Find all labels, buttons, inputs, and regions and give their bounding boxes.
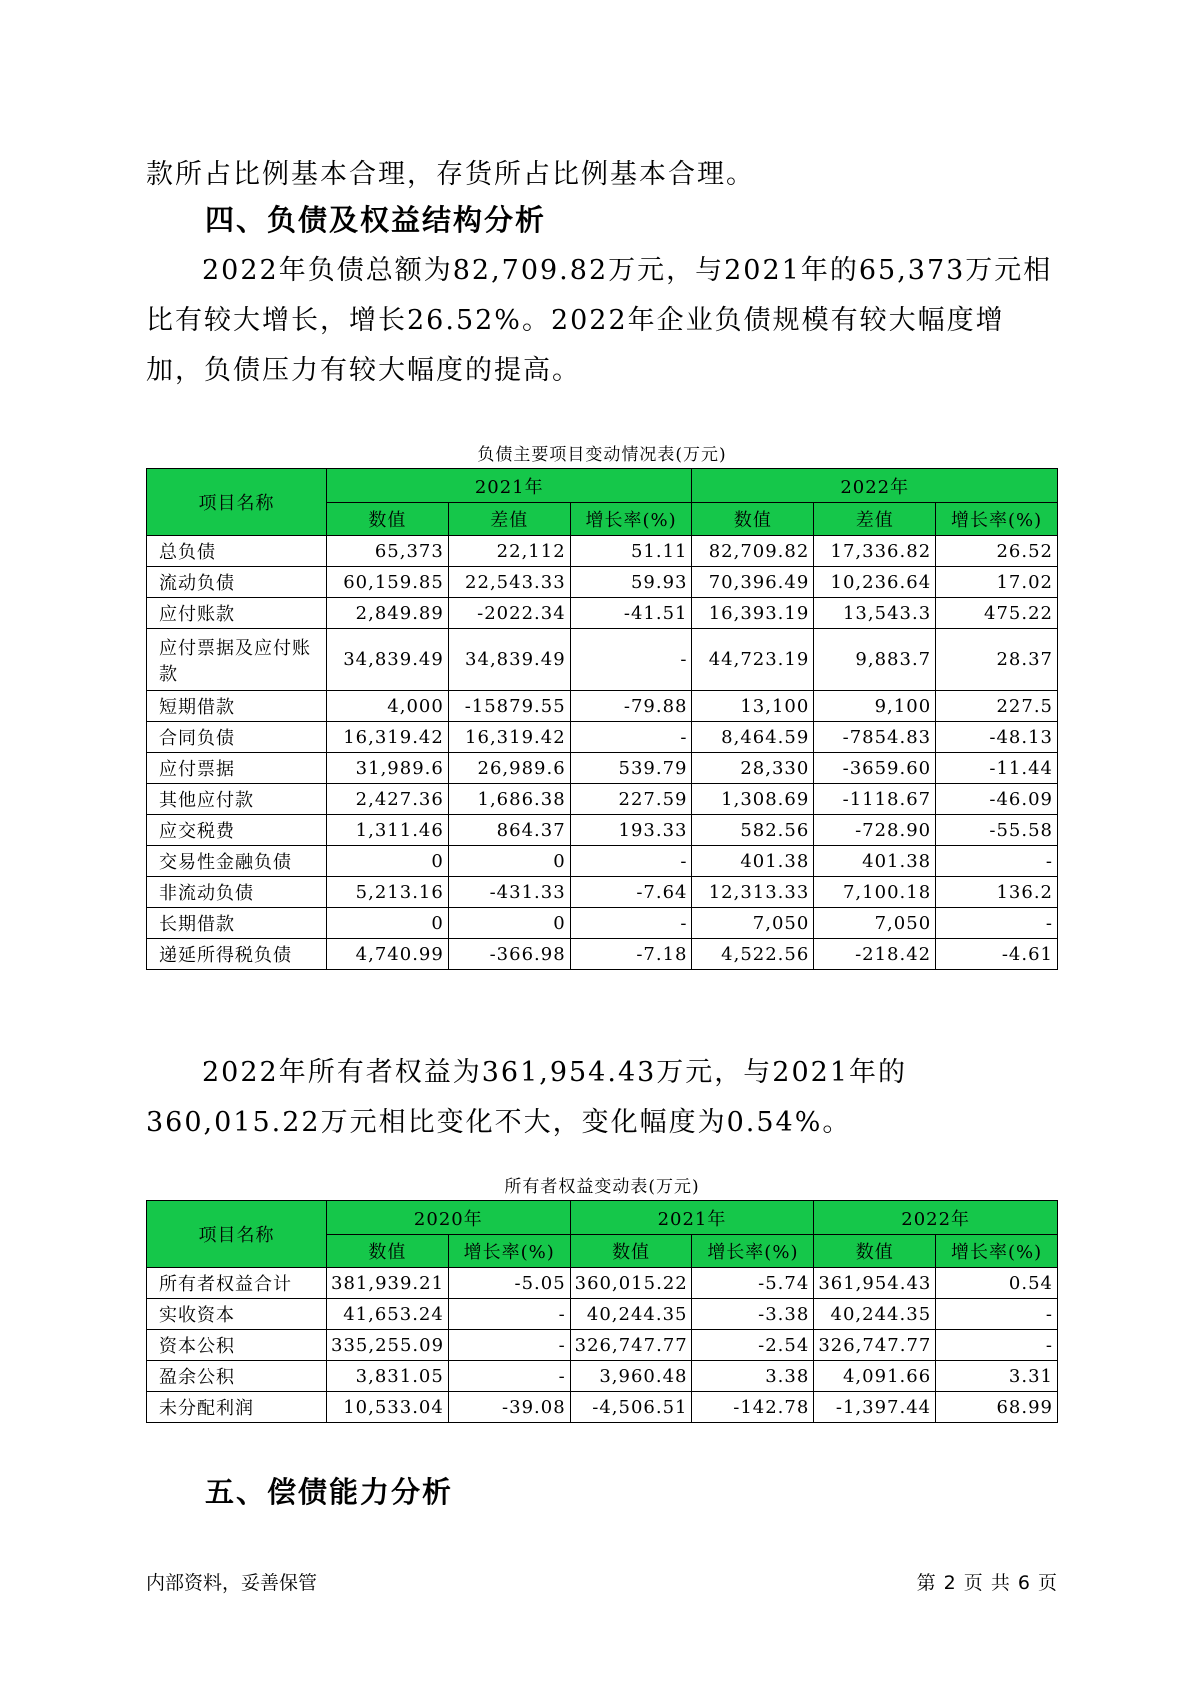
table-cell: -4,506.51 bbox=[570, 1392, 692, 1423]
table-cell: 582.56 bbox=[692, 815, 814, 846]
row-label: 其他应付款 bbox=[147, 784, 327, 815]
table-cell: -3.38 bbox=[692, 1299, 814, 1330]
table-cell: 40,244.35 bbox=[814, 1299, 936, 1330]
table-cell: -4.61 bbox=[936, 939, 1058, 970]
table-row bbox=[147, 908, 1058, 939]
table-cell: 59.93 bbox=[570, 567, 692, 598]
table-cell: 40,244.35 bbox=[570, 1299, 692, 1330]
footer-page-number: 第 2 页 共 6 页 bbox=[916, 1572, 1058, 1594]
section-heading-solvency: 五、偿债能力分析 bbox=[205, 1475, 454, 1509]
table-cell: 326,747.77 bbox=[570, 1330, 692, 1361]
table-cell: 0 bbox=[448, 908, 570, 939]
table-cell: 26.52 bbox=[936, 536, 1058, 567]
table-cell: -431.33 bbox=[448, 877, 570, 908]
table-cell: 2,849.89 bbox=[327, 598, 449, 629]
table-cell: -48.13 bbox=[936, 722, 1058, 753]
table-cell: 9,100 bbox=[814, 691, 936, 722]
column-subheader: 数值 bbox=[570, 1235, 692, 1268]
table-cell: 10,236.64 bbox=[814, 567, 936, 598]
table-cell: 28,330 bbox=[692, 753, 814, 784]
table-cell: 22,543.33 bbox=[448, 567, 570, 598]
table-cell: 4,740.99 bbox=[327, 939, 449, 970]
table-cell: -5.05 bbox=[448, 1268, 570, 1299]
table-cell: 7,050 bbox=[692, 908, 814, 939]
table-cell: -366.98 bbox=[448, 939, 570, 970]
table-cell: - bbox=[936, 1299, 1058, 1330]
table-row bbox=[147, 1361, 1058, 1392]
table-cell: 360,015.22 bbox=[570, 1268, 692, 1299]
table-cell: 34,839.49 bbox=[327, 629, 449, 691]
table-cell: 136.2 bbox=[936, 877, 1058, 908]
table-cell: 4,091.66 bbox=[814, 1361, 936, 1392]
table-cell: 17,336.82 bbox=[814, 536, 936, 567]
table-row bbox=[147, 939, 1058, 970]
column-header-year: 2020年 bbox=[327, 1201, 571, 1235]
table-cell: 401.38 bbox=[692, 846, 814, 877]
table-cell: 9,883.7 bbox=[814, 629, 936, 691]
table-cell: 2,427.36 bbox=[327, 784, 449, 815]
table-cell: 7,100.18 bbox=[814, 877, 936, 908]
table-cell: 326,747.77 bbox=[814, 1330, 936, 1361]
table-caption-equity: 所有者权益变动表(万元) bbox=[504, 1177, 700, 1197]
table-cell: 3,831.05 bbox=[327, 1361, 449, 1392]
row-label: 所有者权益合计 bbox=[147, 1268, 327, 1299]
column-header-item-name: 项目名称 bbox=[147, 469, 327, 536]
table-row bbox=[147, 815, 1058, 846]
table-cell: 3.31 bbox=[936, 1361, 1058, 1392]
row-label: 应付票据及应付账款 bbox=[147, 629, 327, 691]
table-cell: -728.90 bbox=[814, 815, 936, 846]
table-cell: -1118.67 bbox=[814, 784, 936, 815]
table-cell: 0 bbox=[327, 846, 449, 877]
table-row bbox=[147, 1268, 1058, 1299]
table-row bbox=[147, 722, 1058, 753]
table-row bbox=[147, 1299, 1058, 1330]
table-cell: - bbox=[570, 722, 692, 753]
table-cell: 4,000 bbox=[327, 691, 449, 722]
column-subheader: 增长率(%) bbox=[936, 1235, 1058, 1268]
column-subheader: 差值 bbox=[814, 503, 936, 536]
table-cell: 381,939.21 bbox=[327, 1268, 449, 1299]
table-cell: -11.44 bbox=[936, 753, 1058, 784]
table-cell: 864.37 bbox=[448, 815, 570, 846]
table-cell: 5,213.16 bbox=[327, 877, 449, 908]
table-cell: 28.37 bbox=[936, 629, 1058, 691]
table-cell: 1,311.46 bbox=[327, 815, 449, 846]
row-label: 应付票据 bbox=[147, 753, 327, 784]
table-cell: -2.54 bbox=[692, 1330, 814, 1361]
column-subheader: 增长率(%) bbox=[692, 1235, 814, 1268]
row-label: 流动负债 bbox=[147, 567, 327, 598]
table-cell: 17.02 bbox=[936, 567, 1058, 598]
table-cell: - bbox=[448, 1361, 570, 1392]
row-label: 合同负债 bbox=[147, 722, 327, 753]
table-cell: 3.38 bbox=[692, 1361, 814, 1392]
table-row bbox=[147, 784, 1058, 815]
table-cell: 0 bbox=[327, 908, 449, 939]
table-cell: 4,522.56 bbox=[692, 939, 814, 970]
table-row bbox=[147, 877, 1058, 908]
table-cell: 65,373 bbox=[327, 536, 449, 567]
table-cell: 41,653.24 bbox=[327, 1299, 449, 1330]
table-cell: 16,319.42 bbox=[448, 722, 570, 753]
column-header-year: 2022年 bbox=[814, 1201, 1058, 1235]
equity-table bbox=[146, 1200, 1058, 1423]
column-header-year: 2021年 bbox=[570, 1201, 814, 1235]
table-cell: - bbox=[936, 1330, 1058, 1361]
table-cell: -7854.83 bbox=[814, 722, 936, 753]
row-label: 长期借款 bbox=[147, 908, 327, 939]
table-cell: 10,533.04 bbox=[327, 1392, 449, 1423]
table-cell: -46.09 bbox=[936, 784, 1058, 815]
table-cell: 401.38 bbox=[814, 846, 936, 877]
table-caption-liabilities: 负债主要项目变动情况表(万元) bbox=[477, 445, 727, 465]
row-label: 交易性金融负债 bbox=[147, 846, 327, 877]
table-cell: -15879.55 bbox=[448, 691, 570, 722]
table-row bbox=[147, 567, 1058, 598]
table-cell: 0 bbox=[448, 846, 570, 877]
row-label: 实收资本 bbox=[147, 1299, 327, 1330]
table-row bbox=[147, 598, 1058, 629]
table-cell: -3659.60 bbox=[814, 753, 936, 784]
table-cell: -2022.34 bbox=[448, 598, 570, 629]
table-cell: - bbox=[570, 846, 692, 877]
table-cell: 13,543.3 bbox=[814, 598, 936, 629]
table-row bbox=[147, 1392, 1058, 1423]
row-label: 应付账款 bbox=[147, 598, 327, 629]
column-header-item-name: 项目名称 bbox=[147, 1201, 327, 1268]
table-cell: 26,989.6 bbox=[448, 753, 570, 784]
table-row bbox=[147, 691, 1058, 722]
row-label: 资本公积 bbox=[147, 1330, 327, 1361]
column-header-year: 2022年 bbox=[692, 469, 1058, 503]
table-cell: 227.59 bbox=[570, 784, 692, 815]
table-cell: 3,960.48 bbox=[570, 1361, 692, 1392]
row-label: 应交税费 bbox=[147, 815, 327, 846]
table-cell: 361,954.43 bbox=[814, 1268, 936, 1299]
table-cell: 13,100 bbox=[692, 691, 814, 722]
row-label: 短期借款 bbox=[147, 691, 327, 722]
table-cell: -1,397.44 bbox=[814, 1392, 936, 1423]
paragraph-equity: 2022年所有者权益为361,954.43万元，与2021年的360,015.22万元相比变化不大，变化幅度为0.54%。 bbox=[146, 1057, 908, 1138]
table-cell: 70,396.49 bbox=[692, 567, 814, 598]
table-cell: 22,112 bbox=[448, 536, 570, 567]
table-cell: -5.74 bbox=[692, 1268, 814, 1299]
table-cell: 7,050 bbox=[814, 908, 936, 939]
table-cell: -218.42 bbox=[814, 939, 936, 970]
table-cell: 12,313.33 bbox=[692, 877, 814, 908]
table-cell: 1,686.38 bbox=[448, 784, 570, 815]
column-subheader: 增长率(%) bbox=[448, 1235, 570, 1268]
table-cell: -7.64 bbox=[570, 877, 692, 908]
table-cell: 475.22 bbox=[936, 598, 1058, 629]
row-label: 递延所得税负债 bbox=[147, 939, 327, 970]
table-cell: -7.18 bbox=[570, 939, 692, 970]
table-cell: 60,159.85 bbox=[327, 567, 449, 598]
table-cell: 44,723.19 bbox=[692, 629, 814, 691]
table-row bbox=[147, 846, 1058, 877]
table-cell: -79.88 bbox=[570, 691, 692, 722]
table-row bbox=[147, 1330, 1058, 1361]
table-cell: - bbox=[570, 629, 692, 691]
table-row bbox=[147, 629, 1058, 691]
table-cell: 8,464.59 bbox=[692, 722, 814, 753]
table-row bbox=[147, 753, 1058, 784]
column-subheader: 数值 bbox=[327, 503, 449, 536]
table-cell: 82,709.82 bbox=[692, 536, 814, 567]
table-cell: 193.33 bbox=[570, 815, 692, 846]
table-cell: -39.08 bbox=[448, 1392, 570, 1423]
column-subheader: 增长率(%) bbox=[936, 503, 1058, 536]
paragraph-receivables-conclusion: 款所占比例基本合理，存货所占比例基本合理。 bbox=[146, 159, 755, 190]
row-label: 总负债 bbox=[147, 536, 327, 567]
row-label: 盈余公积 bbox=[147, 1361, 327, 1392]
table-cell: 335,255.09 bbox=[327, 1330, 449, 1361]
table-cell: 68.99 bbox=[936, 1392, 1058, 1423]
paragraph-liabilities: 2022年负债总额为82,709.82万元，与2021年的65,373万元相比有较大增长，增长26.52%。2022年企业负债规模有较大幅度增加，负债压力有较大幅度的提高。 bbox=[146, 255, 1053, 386]
table-cell: - bbox=[448, 1330, 570, 1361]
table-row bbox=[147, 536, 1058, 567]
column-subheader: 数值 bbox=[692, 503, 814, 536]
table-cell: -41.51 bbox=[570, 598, 692, 629]
column-subheader: 数值 bbox=[814, 1235, 936, 1268]
table-cell: 16,319.42 bbox=[327, 722, 449, 753]
column-header-year: 2021年 bbox=[327, 469, 692, 503]
table-cell: 31,989.6 bbox=[327, 753, 449, 784]
column-subheader: 差值 bbox=[448, 503, 570, 536]
table-cell: - bbox=[448, 1299, 570, 1330]
table-cell: -142.78 bbox=[692, 1392, 814, 1423]
table-cell: - bbox=[570, 908, 692, 939]
table-cell: 227.5 bbox=[936, 691, 1058, 722]
liabilities-table bbox=[146, 468, 1058, 970]
column-subheader: 数值 bbox=[327, 1235, 449, 1268]
table-cell: - bbox=[936, 908, 1058, 939]
table-cell: 1,308.69 bbox=[692, 784, 814, 815]
table-cell: 34,839.49 bbox=[448, 629, 570, 691]
row-label: 非流动负债 bbox=[147, 877, 327, 908]
table-cell: 0.54 bbox=[936, 1268, 1058, 1299]
column-subheader: 增长率(%) bbox=[570, 503, 692, 536]
table-cell: - bbox=[936, 846, 1058, 877]
table-cell: -55.58 bbox=[936, 815, 1058, 846]
table-cell: 51.11 bbox=[570, 536, 692, 567]
row-label: 未分配利润 bbox=[147, 1392, 327, 1423]
table-cell: 16,393.19 bbox=[692, 598, 814, 629]
table-cell: 539.79 bbox=[570, 753, 692, 784]
footer-confidential-note: 内部资料，妥善保管 bbox=[146, 1572, 318, 1594]
section-heading-liabilities-equity: 四、负债及权益结构分析 bbox=[205, 203, 547, 237]
